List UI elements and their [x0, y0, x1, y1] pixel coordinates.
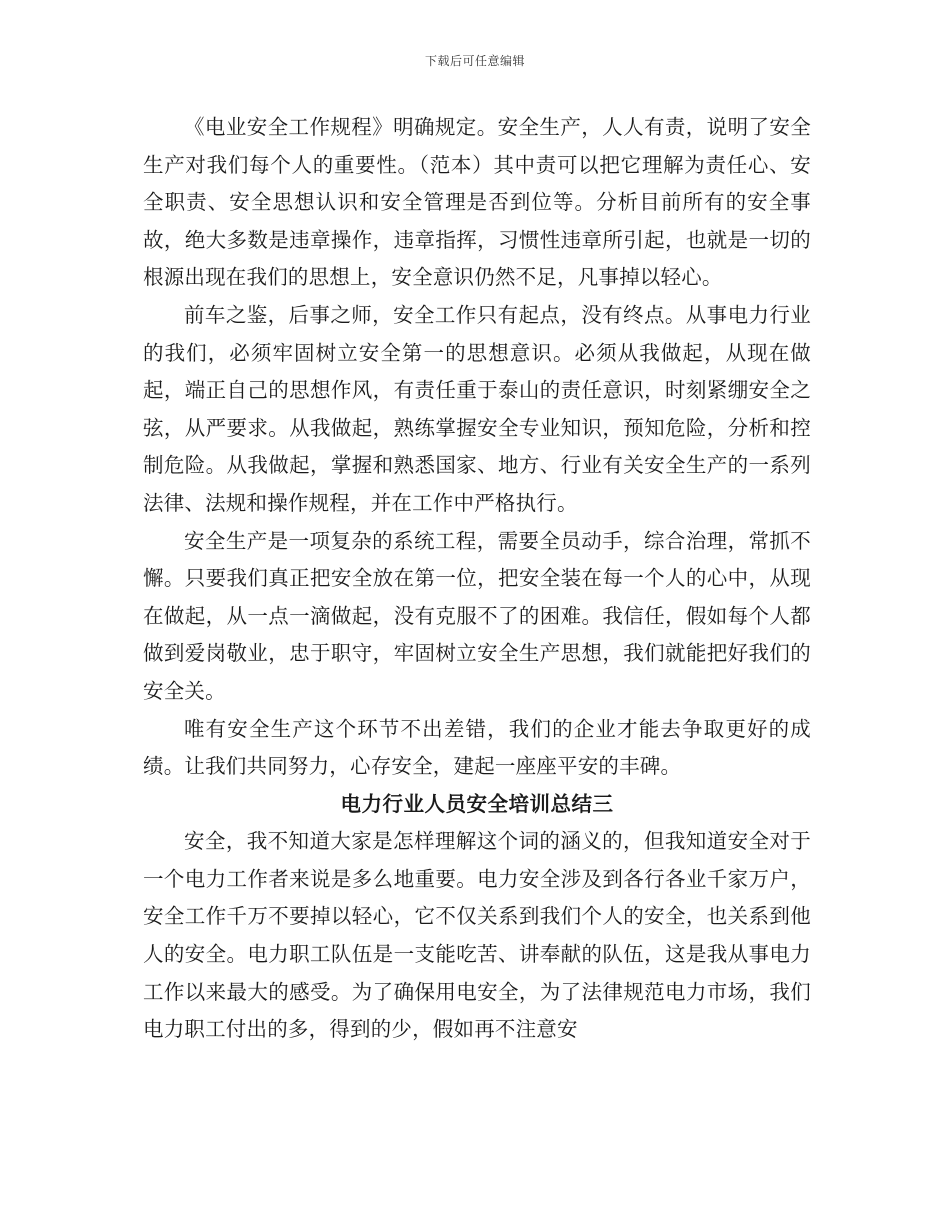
page-header: 下载后可任意编辑 — [424, 54, 525, 68]
document-body — [143, 109, 811, 1049]
paragraph: 《电业安全工作规程》明确规定。安全生产，人人有责，说明了安全生产对我们每个人的重要性。（范本）其中责可以把它理解为责任心、安全职责、安全思想认识和安全管理是否到位等。分析目前所有的安全事故，绝大多数是违章操作，违章指挥，习惯性违章所引起，也就是一切的根源出现在我们的思想上，安全意识仍然不足，凡事掉以轻心。 — [143, 115, 811, 290]
paragraph: 安全生产是一项复杂的系统工程，需要全员动手，综合治理，常抓不懈。只要我们真正把安全放在第一位，把安全装在每一个人的心中，从现在做起，从一点一滴做起，没有克服不了的困难。我信任，假如每个人都做到爱岗敬业，忠于职守，牢固树立安全生产思想，我们就能把好我们的安全关。 — [143, 528, 811, 703]
paragraph: 前车之鉴，后事之师，安全工作只有起点，没有终点。从事电力行业的我们，必须牢固树立安全第一的思想意识。必须从我做起，从现在做起，端正自己的思想作风，有责任重于泰山的责任意识，时刻紧绷安全之弦，从严要求。从我做起，熟练掌握安全专业知识，预知危险，分析和控制危险。从我做起，掌握和熟悉国家、地方、行业有关安全生产的一系列法律、法规和操作规程，并在工作中严格执行。 — [143, 302, 811, 515]
section-title: 电力行业人员安全培训总结三 — [340, 791, 614, 816]
paragraph: 安全，我不知道大家是怎样理解这个词的涵义的，但我知道安全对于一个电力工作者来说是多么地重要。电力安全涉及到各行各业千家万户，安全工作千万不要掉以轻心，它不仅关系到我们个人的安全，也关系到他人的安全。电力职工队伍是一支能吃苦、讲奉献的队伍，这是我从事电力工作以来最大的感受。为了确保用电安全，为了法律规范电力市场，我们电力职工付出的多，得到的少，假如再不注意安 — [143, 829, 811, 1042]
paragraph: 唯有安全生产这个环节不出差错，我们的企业才能去争取更好的成绩。让我们共同努力，心存安全，建起一座座平安的丰碑。 — [143, 716, 811, 779]
